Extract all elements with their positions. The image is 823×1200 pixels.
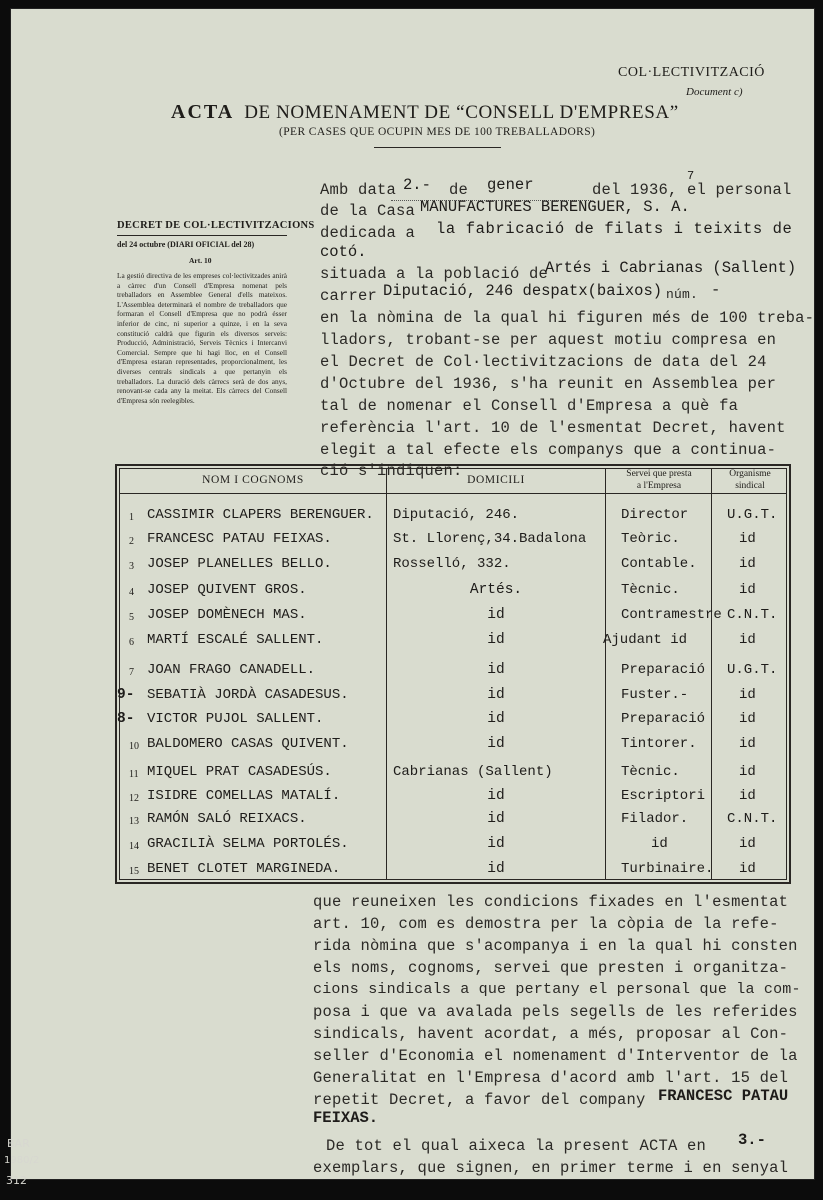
body-line-1: en la nòmina de la qual hi figuren més de 100 treba-	[320, 309, 815, 327]
name-cell: ISIDRE COMELLAS MATALÍ.	[147, 788, 341, 804]
address-cell: id	[487, 607, 505, 623]
town-value: Artés i Cabrianas (Sallent)	[545, 259, 797, 277]
row-number: 7	[129, 667, 134, 678]
date-day: 2.-	[403, 176, 431, 194]
col-header-service-1: Servei que presta	[626, 469, 692, 479]
street-dash: -	[711, 281, 721, 299]
row-number: 3	[129, 561, 134, 572]
org-cell: id	[739, 861, 756, 877]
col-header-service-2: a l'Empresa	[636, 481, 682, 491]
address-cell: Cabrianas (Sallent)	[393, 764, 553, 780]
service-cell: Tècnic.	[621, 764, 680, 780]
row-number: 5	[129, 612, 134, 623]
sidebar-text: La gestió directiva de les empreses col·lectivitzades anirà a càrrec d'un Consell d'Empresa nomenat pels treballadors en Assemblee General d'ells mateixos. L'Assemblea determinarà el nombre de treballadors que formaran el Consell d'Empresa que no podrà ésser inferior de cinc, ni superior a quinze, i en la seva constitució caldrà que figurin els diversos serveis: Producció, Administració, Serveis Tècnics i Intercanvi Comercial. Sempre que hi hagi lloc, en el Consell d'Empresa estaran representades, proporcionalment, les diverses centrals sindicals a que pertanyin els treballadors. La duració dels càrrecs serà de dos anys, renovant-se cada any la meitat. Els càrrecs del Consell d'Empresa són reelegibles.	[117, 271, 287, 405]
date-month: gener	[487, 176, 534, 194]
sidebar-title: DECRET DE COL·LECTIVITZACIONS	[117, 220, 315, 231]
org-cell: id	[739, 582, 756, 598]
after-line-4: els noms, cognoms, servei que presten i organitza-	[313, 959, 789, 977]
street-value: Diputació, 246 despatx(baixos)	[383, 282, 663, 300]
row-number: 12	[129, 793, 139, 804]
date-label: Amb data	[320, 181, 397, 199]
after-line-6: posa i que va avalada pels segells de les referides	[313, 1003, 798, 1021]
name-cell: RAMÓN SALÓ REIXACS.	[147, 811, 307, 827]
service-cell: Preparació	[621, 662, 706, 678]
service-cell: id	[651, 836, 668, 852]
body-line-3: el Decret de Col·lectivitzacions de data del 24	[320, 353, 767, 371]
archive-note-3: 312	[6, 1174, 27, 1187]
table-col-divider-2	[605, 468, 606, 880]
date-line	[320, 181, 396, 199]
service-cell: Tècnic.	[621, 582, 680, 598]
name-cell: GRACILIÀ SELMA PORTOLÉS.	[147, 836, 349, 852]
service-cell: Contable.	[621, 556, 697, 572]
body-line-8: ció s'indiquen:	[320, 462, 463, 480]
org-cell: C.N.T.	[727, 811, 778, 827]
row-mark: 9-	[117, 687, 135, 703]
address-cell: id	[487, 861, 505, 877]
col-header-name: NOM I COGNOMS	[202, 474, 304, 486]
name-cell: SEBATIÀ JORDÀ CASADESUS.	[147, 687, 349, 703]
town-label: situada a la població de	[320, 265, 549, 283]
copies-number: 3.-	[738, 1131, 766, 1149]
document-label: Document c)	[686, 86, 743, 98]
body-line-5: tal de nomenar el Consell d'Empresa a què fa	[320, 397, 739, 415]
org-cell: id	[739, 556, 756, 572]
title-underline	[374, 147, 501, 148]
address-cell: id	[487, 711, 505, 727]
row-number: 6	[129, 637, 134, 648]
address-cell: id	[487, 687, 505, 703]
name-cell: MARTÍ ESCALÉ SALLENT.	[147, 632, 324, 648]
title-rest: DE NOMENAMENT DE “CONSELL D'EMPRESA”	[244, 102, 679, 123]
after-line-1: que reuneixen les condicions fixades en l'esmentat	[313, 893, 789, 911]
company-label: de la Casa	[320, 202, 416, 220]
service-cell: Ajudant id	[603, 632, 688, 648]
org-cell: U.G.T.	[727, 662, 778, 678]
service-cell: Escriptori	[621, 788, 706, 804]
address-cell: Rosselló, 332.	[393, 556, 511, 572]
interventor-name: FRANCESC PATAU	[658, 1087, 789, 1105]
org-cell: id	[739, 736, 756, 752]
activity-text: la fabricació de filats i teixits de	[436, 220, 793, 238]
service-cell: Director	[621, 507, 689, 523]
row-number: 14	[129, 841, 139, 852]
archive-note-1: BAR	[7, 1137, 30, 1150]
row-number: 13	[129, 816, 139, 827]
address-cell: id	[487, 788, 505, 804]
table-col-divider-3	[711, 468, 712, 880]
collectivitzacio-label: COL·LECTIVITZACIÓ	[618, 65, 765, 80]
org-cell: id	[739, 687, 756, 703]
service-cell: Tintorer.	[621, 736, 697, 752]
col-header-address: DOMICILI	[467, 474, 525, 486]
table-header-rule	[119, 493, 787, 494]
name-cell: FRANCESC PATAU FEIXAS.	[147, 531, 332, 547]
date-year-text: del 1936, el personal	[592, 181, 792, 199]
row-number: 2	[129, 536, 134, 547]
org-cell: id	[739, 836, 756, 852]
address-cell: Diputació, 246.	[393, 507, 520, 523]
org-cell: U.G.T.	[727, 507, 778, 523]
after-line-13: exemplars, que signen, en primer terme i en senyal	[313, 1159, 789, 1177]
page-title	[171, 101, 679, 124]
year-correction: 7	[687, 169, 695, 183]
name-cell: VICTOR PUJOL SALLENT.	[147, 711, 324, 727]
row-mark: 8-	[117, 711, 135, 727]
after-line-2: art. 10, com es demostra per la còpia de la refe-	[313, 915, 779, 933]
address-cell: id	[487, 632, 505, 648]
name-cell: BENET CLOTET MARGINEDA.	[147, 861, 341, 877]
body-line-4: d'Octubre del 1936, s'ha reunit en Assemblea per	[320, 375, 777, 393]
name-cell: JOSEP DOMÈNECH MAS.	[147, 607, 307, 623]
service-cell: Contramestre	[621, 607, 722, 623]
service-cell: Teòric.	[621, 531, 680, 547]
address-cell: id	[487, 811, 505, 827]
name-cell: BALDOMERO CASAS QUIVENT.	[147, 736, 349, 752]
company-name: MANUFACTURES BERENGUER, S. A.	[420, 198, 690, 216]
row-number: 10	[129, 741, 139, 752]
org-cell: C.N.T.	[727, 607, 778, 623]
address-cell: id	[487, 736, 505, 752]
col-header-org-2: sindical	[735, 481, 765, 491]
interventor-name-cont: FEIXAS.	[313, 1109, 379, 1127]
name-cell: JOAN FRAGO CANADELL.	[147, 662, 316, 678]
page-subtitle: (PER CASES QUE OCUPIN MES DE 100 TREBALLADORS)	[279, 126, 596, 138]
body-line-2: lladors, trobant-se per aquest motiu compresa en	[320, 331, 777, 349]
after-line-10: repetit Decret, a favor del company	[313, 1091, 646, 1109]
row-number: 4	[129, 587, 134, 598]
address-cell: id	[487, 662, 505, 678]
after-line-12: De tot el qual aixeca la present ACTA en	[326, 1137, 707, 1155]
row-number: 11	[129, 769, 139, 780]
archive-note-2: 1980/2	[4, 1155, 40, 1166]
address-cell: Artés.	[469, 582, 523, 598]
after-line-9: Generalitat en l'Empresa d'acord amb l'art. 15 del	[313, 1069, 789, 1087]
activity-text-cont: cotó.	[320, 243, 367, 261]
document-page	[10, 8, 815, 1180]
address-cell: St. Llorenç,34.Badalona	[393, 531, 587, 547]
col-header-org-1: Organisme	[729, 469, 771, 479]
body-line-7: elegit a tal efecte els companys que a continua-	[320, 441, 777, 459]
org-cell: id	[739, 711, 756, 727]
org-cell: id	[739, 764, 756, 780]
name-cell: JOSEP QUIVENT GROS.	[147, 582, 307, 598]
street-label: carrer	[320, 287, 378, 305]
service-cell: Fuster.-	[621, 687, 689, 703]
name-cell: JOSEP PLANELLES BELLO.	[147, 556, 332, 572]
date-de: de	[449, 181, 469, 199]
row-number: 15	[129, 866, 139, 877]
sidebar-rule	[117, 235, 287, 236]
org-cell: id	[739, 632, 756, 648]
acta-word: ACTA	[171, 101, 235, 123]
after-line-3: rida nòmina que s'acompanya i en la qual hi consten	[313, 937, 798, 955]
name-cell: MIQUEL PRAT CASADESÚS.	[147, 764, 332, 780]
row-number: 1	[129, 512, 134, 523]
after-line-7: sindicals, havent acordat, a més, proposar al Con-	[313, 1025, 789, 1043]
table-col-divider-1	[386, 468, 387, 880]
org-cell: id	[739, 788, 756, 804]
street-num-label: núm.	[666, 287, 699, 302]
body-line-6: referència l'art. 10 de l'esmentat Decret, havent	[320, 419, 786, 437]
address-cell: id	[487, 836, 505, 852]
service-cell: Filador.	[621, 811, 689, 827]
sidebar-article: Art. 10	[189, 256, 212, 265]
after-line-8: seller d'Economia el nomenament d'Interventor de la	[313, 1047, 798, 1065]
after-line-5: cions sindicals a que pertany el personal que la com-	[313, 981, 801, 998]
sidebar-date: del 24 octubre (DIARI OFICIAL del 28)	[117, 240, 255, 249]
activity-label: dedicada a	[320, 224, 416, 242]
service-cell: Preparació	[621, 711, 706, 727]
org-cell: id	[739, 531, 756, 547]
service-cell: Turbinaire.	[621, 861, 714, 877]
name-cell: CASSIMIR CLAPERS BERENGUER.	[147, 507, 374, 523]
